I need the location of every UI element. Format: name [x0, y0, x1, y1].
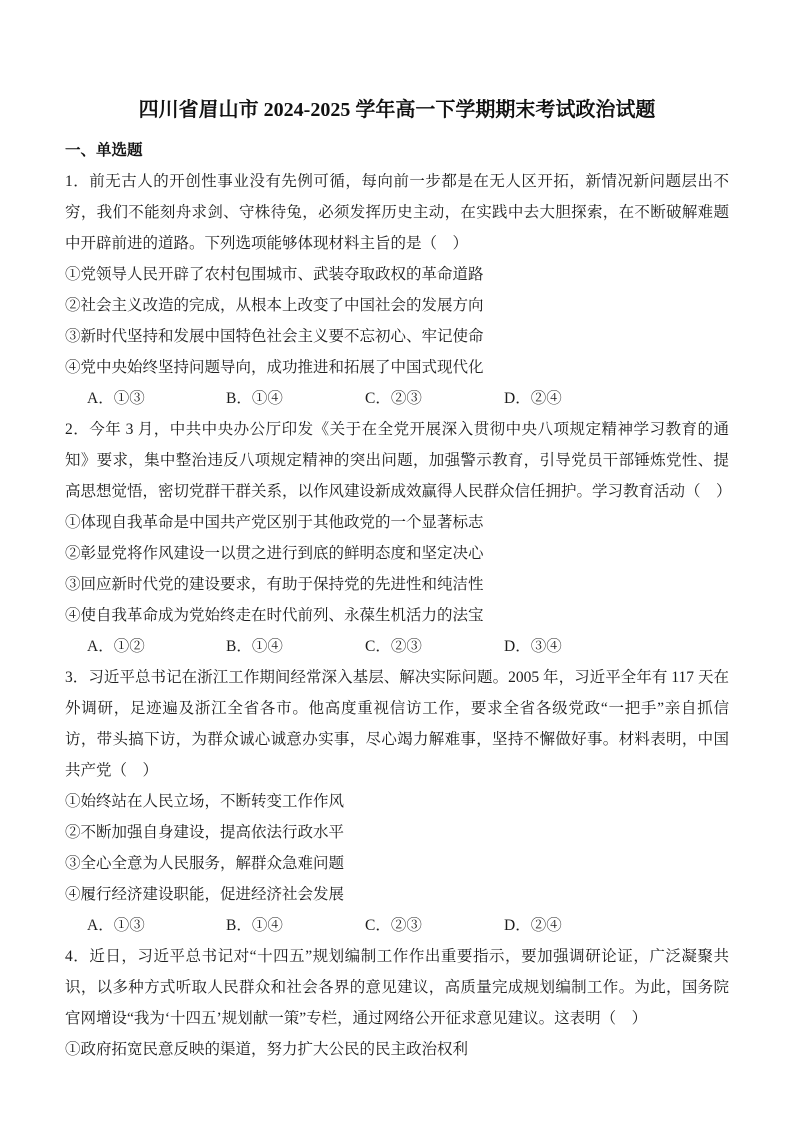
question-2-answer-a: A．①② — [87, 638, 145, 655]
question-4-option-1: ①政府拓宽民意反映的渠道，努力扩大公民的民主政治权利 — [65, 1041, 469, 1058]
question-1 — [65, 166, 729, 414]
question-1-option-2: ②社会主义改造的完成，从根本上改变了中国社会的发展方向 — [65, 297, 484, 314]
question-1-option-1: ①党领导人民开辟了农村包围城市、武装夺取政权的革命道路 — [65, 266, 484, 283]
question-3-answer-row — [65, 910, 729, 941]
question-2-option-3: ③回应新时代党的建设要求，有助于保持党的先进性和纯洁性 — [65, 576, 484, 593]
question-3-answer-d: D．②④ — [504, 917, 562, 934]
question-3-option-1: ①始终站在人民立场，不断转变工作作风 — [65, 793, 345, 810]
question-1-answer-c: C．②③ — [365, 390, 422, 407]
question-2-stem: 2．今年 3 月，中共中央办公厅印发《关于在全党开展深入贯彻中央八项规定精神学习教育的通知》要求，集中整治违反八项规定精神的突出问题，加强警示教育，引导党员干部锤炼党性、提高思想觉悟，密切党群干群关系，以作风建设新成效赢得人民群众信任拥护。学习教育活动（ ） — [65, 421, 732, 500]
question-3-option-2: ②不断加强自身建设，提高依法行政水平 — [65, 824, 345, 841]
question-3-answer-b: B．①④ — [226, 917, 283, 934]
question-3-stem: 3．习近平总书记在浙江工作期间经常深入基层、解决实际问题。2005 年，习近平全年有 117 天在外调研，足迹遍及浙江全省各市。他高度重视信访工作，要求全省各级党政“一把手”亲自抓信访，带头搞下访，为群众诚心诚意办实事，尽心竭力解难事，坚持不懈做好事。材料表明，中国共产党（ ） — [65, 669, 729, 779]
question-3-option-4: ④履行经济建设职能，促进经济社会发展 — [65, 886, 345, 903]
question-3 — [65, 662, 729, 941]
question-2-option-1: ①体现自我革命是中国共产党区别于其他政党的一个显著标志 — [65, 514, 484, 531]
question-1-answer-a: A．①③ — [87, 390, 145, 407]
section-heading: 一、单选题 — [65, 142, 143, 159]
question-2 — [65, 414, 732, 662]
question-2-answer-d: D．③④ — [504, 638, 562, 655]
page-title: 四川省眉山市 2024-2025 学年高一下学期期末考试政治试题 — [138, 99, 656, 121]
question-1-answer-row — [65, 383, 729, 414]
question-1-answer-d: D．②④ — [504, 390, 562, 407]
question-4 — [65, 941, 729, 1065]
question-2-option-2: ②彰显党将作风建设一以贯之进行到底的鲜明态度和坚定决心 — [65, 545, 484, 562]
question-2-answer-b: B．①④ — [226, 638, 283, 655]
question-2-option-4: ④使自我革命成为党始终走在时代前列、永葆生机活力的法宝 — [65, 607, 484, 624]
question-2-answer-c: C．②③ — [365, 638, 422, 655]
question-3-option-3: ③全心全意为人民服务，解群众急难问题 — [65, 855, 345, 872]
question-1-option-4: ④党中央始终坚持问题导向，成功推进和拓展了中国式现代化 — [65, 359, 484, 376]
question-4-stem: 4．近日，习近平总书记对“十四五”规划编制工作作出重要指示，要加强调研论证，广泛凝聚共识，以多种方式听取人民群众和社会各界的意见建议，高质量完成规划编制工作。为此，国务院官网增设“我为‘十四五’规划献一策”专栏，通过网络公开征求意见建议。这表明（ ） — [65, 948, 729, 1027]
question-3-answer-c: C．②③ — [365, 917, 422, 934]
question-1-option-3: ③新时代坚持和发展中国特色社会主义要不忘初心、牢记使命 — [65, 328, 484, 345]
question-1-stem: 1．前无古人的开创性事业没有先例可循，每向前一步都是在无人区开拓，新情况新问题层出不穷，我们不能刻舟求剑、守株待兔，必须发挥历史主动，在实践中去大胆探索，在不断破解难题中开辟前进的道路。下列选项能够体现材料主旨的是（ ） — [65, 173, 729, 252]
question-2-answer-row — [65, 631, 729, 662]
question-3-answer-a: A．①③ — [87, 917, 145, 934]
question-1-answer-b: B．①④ — [226, 390, 283, 407]
